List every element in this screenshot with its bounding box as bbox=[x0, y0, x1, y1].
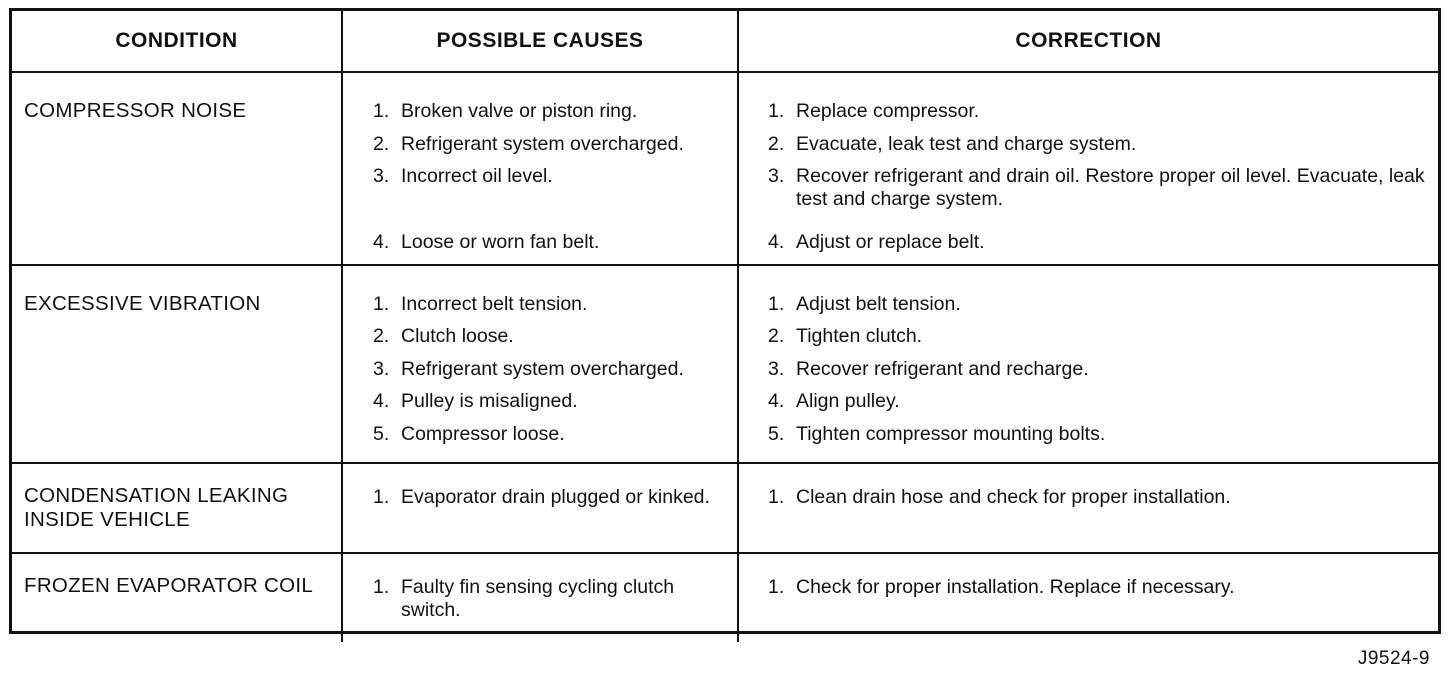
item-text: Recover refrigerant and recharge. bbox=[796, 357, 1089, 380]
causes-list bbox=[343, 554, 737, 622]
item-number: 4. bbox=[768, 390, 785, 412]
table-row bbox=[12, 72, 1438, 265]
item-number: 1. bbox=[768, 100, 785, 122]
figure-id-label: J9524-9 bbox=[1357, 648, 1430, 669]
table-row bbox=[12, 553, 1438, 642]
causes-list bbox=[343, 266, 737, 446]
item-number: 5. bbox=[768, 422, 785, 445]
item-text: Check for proper installation. Replace if necessary. bbox=[796, 575, 1235, 598]
correction-cell bbox=[738, 265, 1438, 463]
list-item bbox=[768, 231, 1430, 254]
item-number: 1. bbox=[373, 485, 390, 508]
item-text: Recover refrigerant and drain oil. Restore proper oil level. Evacuate, leak test and charge system. bbox=[796, 165, 1425, 210]
item-number: 3. bbox=[373, 165, 390, 187]
item-text: Faulty fin sensing cycling clutch switch. bbox=[401, 575, 675, 621]
list-item bbox=[373, 231, 729, 254]
item-number: 2. bbox=[373, 325, 390, 347]
list-item bbox=[768, 133, 1430, 156]
item-number: 1. bbox=[768, 485, 785, 508]
list-item bbox=[373, 576, 729, 622]
causes-cell bbox=[342, 553, 738, 642]
causes-cell bbox=[342, 265, 738, 463]
item-text: Refrigerant system overcharged. bbox=[401, 357, 684, 380]
list-item bbox=[373, 165, 729, 211]
corrections-list bbox=[739, 73, 1438, 254]
condition-text: CONDENSATION LEAKING INSIDE VEHICLE bbox=[24, 483, 289, 531]
correction-cell bbox=[738, 463, 1438, 553]
condition-text: EXCESSIVE VIBRATION bbox=[24, 291, 261, 315]
item-text: Adjust belt tension. bbox=[796, 292, 961, 315]
header-possible-causes: POSSIBLE CAUSES bbox=[342, 11, 738, 72]
corrections-list bbox=[739, 266, 1438, 446]
item-text: Incorrect oil level. bbox=[401, 165, 553, 187]
item-number: 2. bbox=[768, 325, 785, 347]
item-number: 4. bbox=[373, 390, 390, 412]
item-number: 1. bbox=[373, 292, 390, 315]
condition-text: COMPRESSOR NOISE bbox=[24, 99, 247, 122]
corrections-list bbox=[739, 464, 1438, 509]
list-item bbox=[373, 133, 729, 156]
list-item bbox=[373, 293, 729, 316]
item-text: Refrigerant system overcharged. bbox=[401, 132, 684, 155]
header-correction: CORRECTION bbox=[738, 11, 1438, 72]
item-text: Tighten compressor mounting bolts. bbox=[796, 422, 1106, 445]
list-item bbox=[373, 423, 729, 446]
list-item bbox=[768, 423, 1430, 446]
condition-cell bbox=[12, 553, 342, 642]
item-number: 5. bbox=[373, 422, 390, 445]
table-row bbox=[12, 265, 1438, 463]
diagnosis-table bbox=[12, 11, 1438, 642]
causes-list bbox=[343, 464, 737, 509]
list-item bbox=[768, 100, 1430, 123]
item-text: Evaporator drain plugged or kinked. bbox=[401, 485, 710, 508]
condition-cell bbox=[12, 463, 342, 553]
header-row bbox=[12, 11, 1438, 72]
list-item bbox=[768, 165, 1430, 211]
item-number: 1. bbox=[373, 100, 390, 122]
item-number: 3. bbox=[768, 357, 785, 380]
item-text: Tighten clutch. bbox=[796, 325, 923, 347]
item-text: Replace compressor. bbox=[796, 100, 980, 122]
item-number: 2. bbox=[373, 132, 390, 155]
table-row bbox=[12, 463, 1438, 553]
item-text: Pulley is misaligned. bbox=[401, 390, 578, 412]
item-text: Incorrect belt tension. bbox=[401, 292, 588, 315]
item-number: 3. bbox=[373, 357, 390, 380]
list-item bbox=[768, 390, 1430, 413]
header-condition: CONDITION bbox=[12, 11, 342, 72]
list-item bbox=[373, 100, 729, 123]
item-number: 1. bbox=[373, 575, 390, 598]
corrections-list bbox=[739, 554, 1438, 599]
list-item bbox=[768, 358, 1430, 381]
item-number: 3. bbox=[768, 165, 785, 187]
item-text: Adjust or replace belt. bbox=[796, 231, 985, 253]
item-text: Clean drain hose and check for proper installation. bbox=[796, 485, 1231, 508]
list-item bbox=[768, 293, 1430, 316]
item-number: 4. bbox=[768, 231, 785, 253]
list-item bbox=[768, 576, 1430, 599]
condition-cell bbox=[12, 265, 342, 463]
condition-text: FROZEN EVAPORATOR COIL bbox=[24, 573, 314, 597]
item-text: Compressor loose. bbox=[401, 422, 565, 445]
list-item bbox=[373, 486, 729, 509]
causes-cell bbox=[342, 463, 738, 553]
correction-cell bbox=[738, 553, 1438, 642]
item-text: Evacuate, leak test and charge system. bbox=[796, 132, 1137, 155]
correction-cell bbox=[738, 72, 1438, 265]
item-text: Clutch loose. bbox=[401, 325, 514, 347]
causes-cell bbox=[342, 72, 738, 265]
item-text: Align pulley. bbox=[796, 390, 900, 412]
list-item bbox=[768, 486, 1430, 509]
troubleshooting-table bbox=[9, 8, 1441, 634]
item-number: 1. bbox=[768, 575, 785, 598]
list-item bbox=[768, 325, 1430, 348]
list-item bbox=[373, 325, 729, 348]
item-number: 4. bbox=[373, 231, 390, 253]
list-item bbox=[373, 358, 729, 381]
item-text: Broken valve or piston ring. bbox=[401, 100, 638, 122]
item-number: 1. bbox=[768, 292, 785, 315]
causes-list bbox=[343, 73, 737, 254]
condition-cell bbox=[12, 72, 342, 265]
item-text: Loose or worn fan belt. bbox=[401, 231, 600, 253]
item-number: 2. bbox=[768, 132, 785, 155]
list-item bbox=[373, 390, 729, 413]
